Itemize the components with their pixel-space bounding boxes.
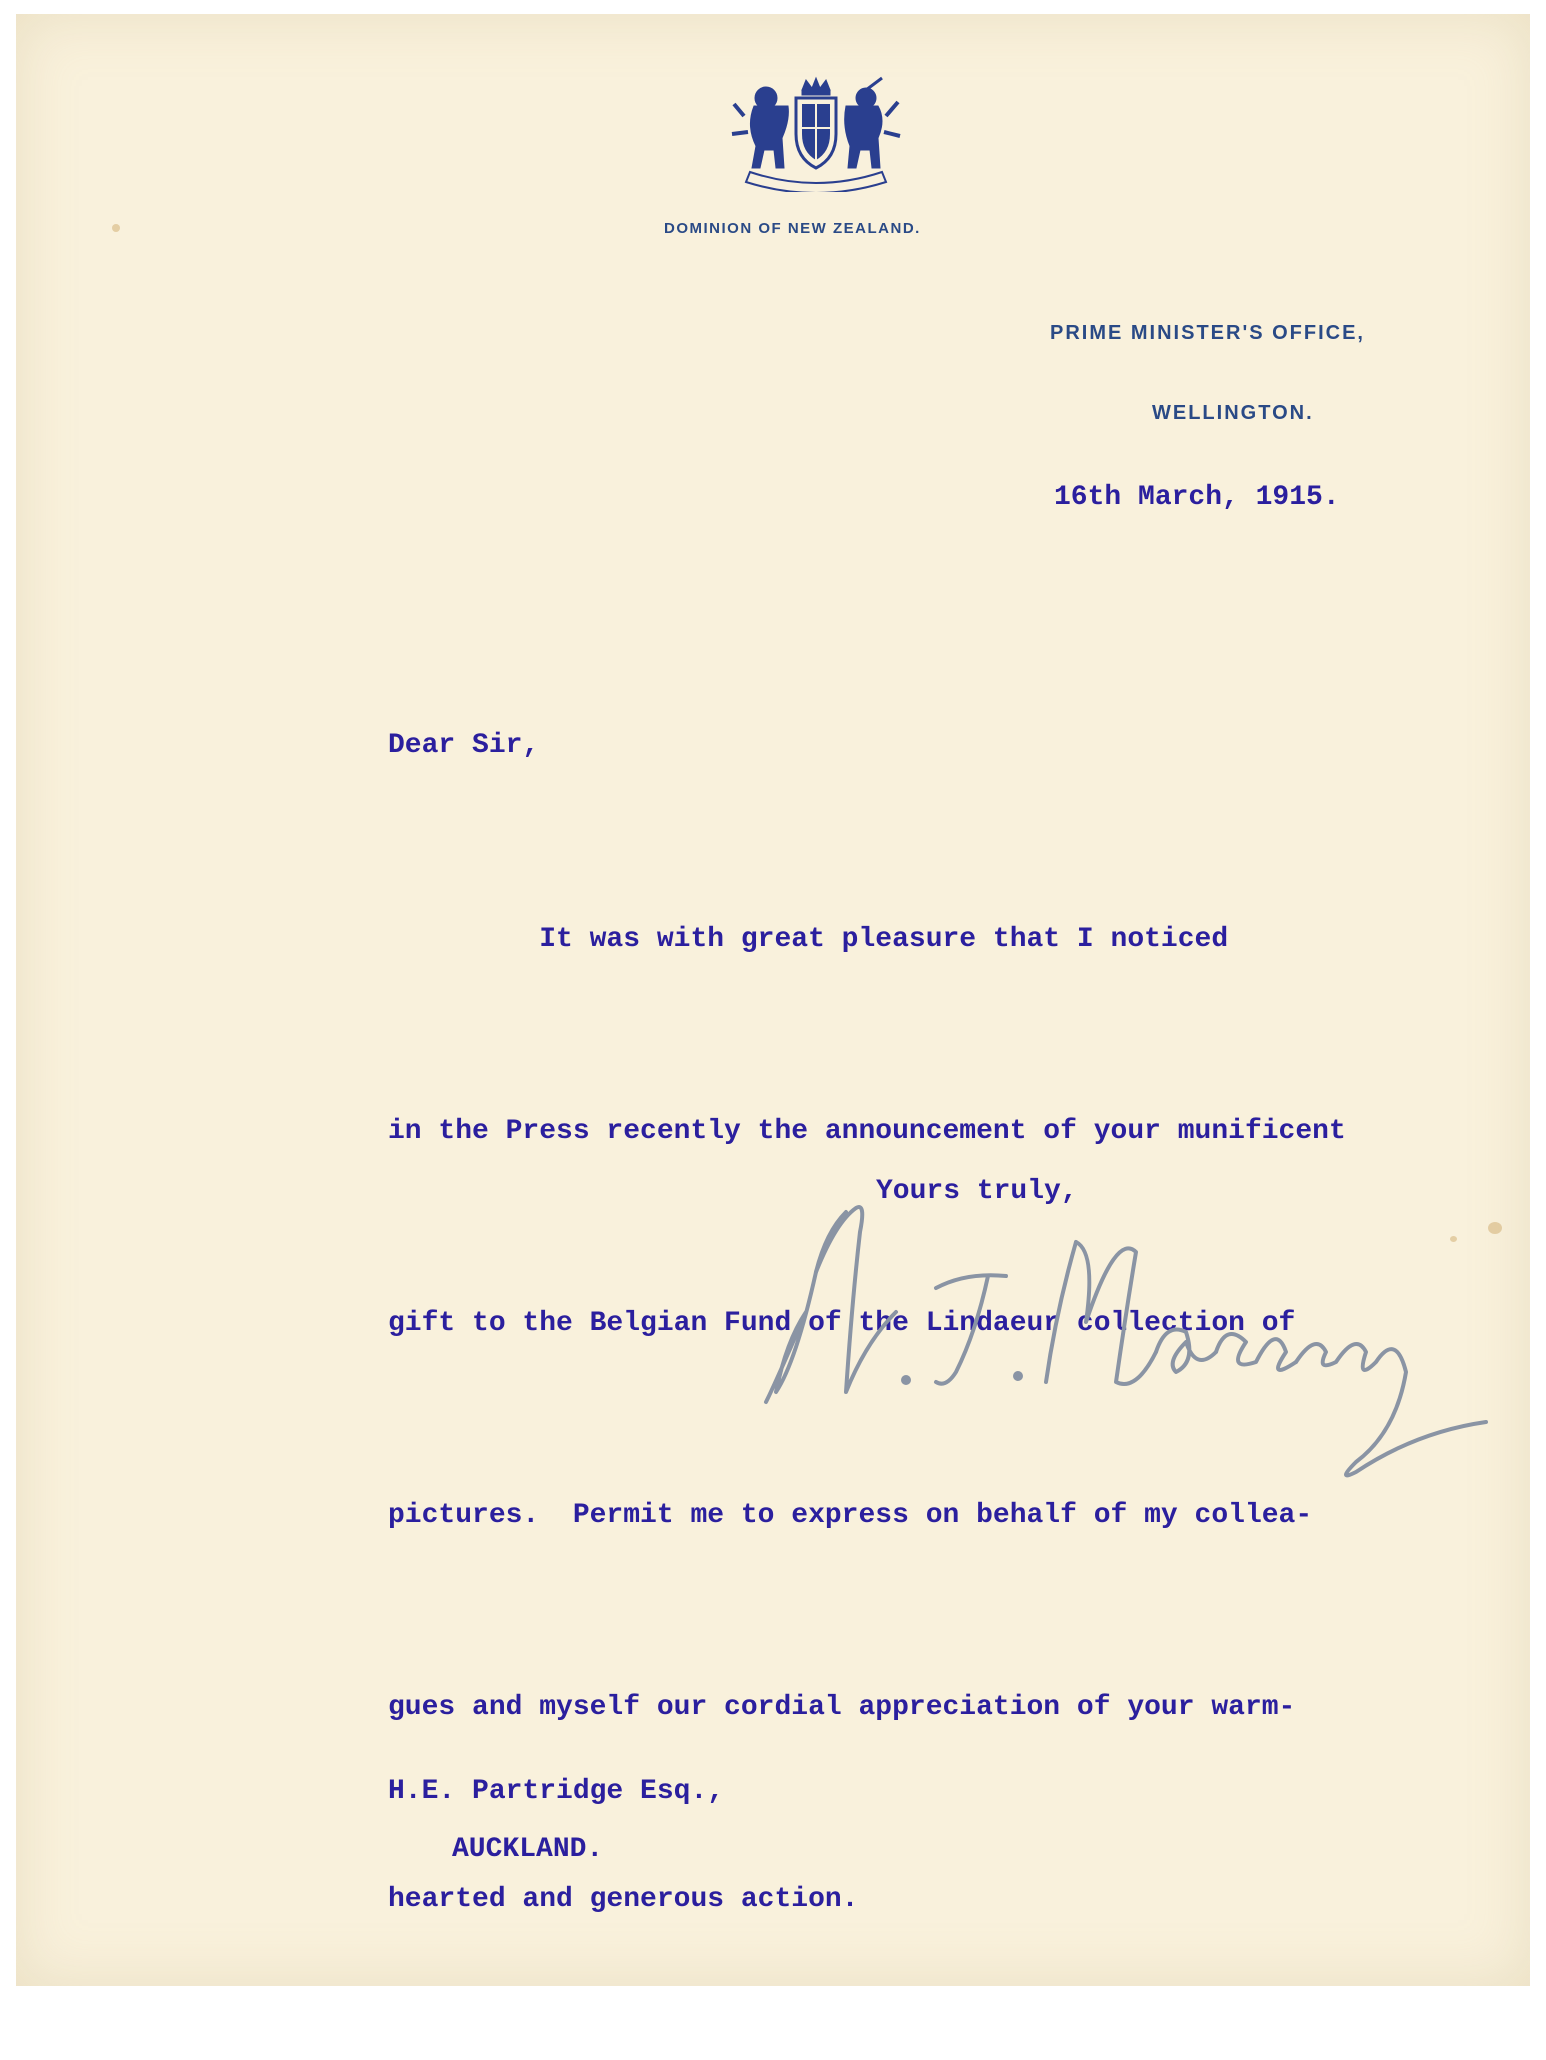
body-line: It was with great pleasure that I noticed bbox=[388, 924, 1229, 955]
address-city: AUCKLAND. bbox=[452, 1834, 604, 1865]
letterhead-city: WELLINGTON. bbox=[1152, 402, 1314, 424]
body-line: pictures. Permit me to express on behalf of my collea- bbox=[388, 1500, 1313, 1531]
body-line: gues and myself our cordial appreciation of your warm- bbox=[388, 1692, 1296, 1723]
closing: Yours truly, bbox=[876, 1176, 1078, 1207]
foxing-spot bbox=[112, 224, 120, 232]
body-line: in the Press recently the announcement of your munificent bbox=[388, 1116, 1346, 1147]
body-line: hearted and generous action. bbox=[388, 1884, 859, 1915]
body-line: gift to the Belgian Fund of the Lindaeur collection of bbox=[388, 1308, 1296, 1339]
signature bbox=[756, 1192, 1496, 1522]
salutation: Dear Sir, bbox=[388, 730, 540, 761]
letter-page bbox=[16, 14, 1530, 1986]
letter-date: 16th March, 1915. bbox=[1054, 482, 1340, 513]
letterhead-dominion: DOMINION OF NEW ZEALAND. bbox=[664, 220, 921, 237]
coat-of-arms-icon bbox=[726, 76, 906, 192]
addressee: H.E. Partridge Esq., bbox=[388, 1776, 725, 1807]
letterhead-office: PRIME MINISTER'S OFFICE, bbox=[1050, 322, 1365, 344]
